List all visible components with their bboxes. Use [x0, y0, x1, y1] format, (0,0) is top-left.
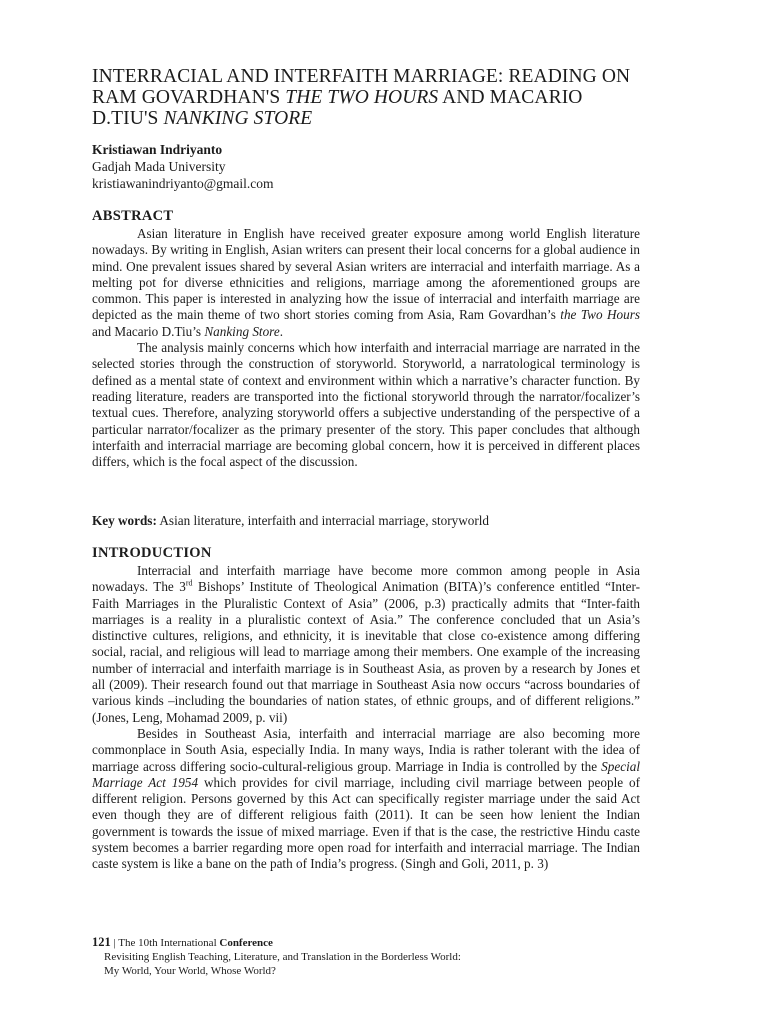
title-line-2a: RAM GOVARDHAN'S [92, 87, 286, 108]
footer-conference-b: Conference [219, 937, 273, 949]
abstract-p1-end: . [279, 323, 283, 339]
footer-conference-a: The 10th International [118, 937, 220, 949]
author-block [92, 141, 274, 192]
abstract-p1-italic-1: the Two Hours [560, 307, 640, 323]
footer-line-3: My World, Your World, Whose World? [104, 965, 276, 977]
introduction-heading: INTRODUCTION [92, 545, 212, 561]
title-line-1: INTERRACIAL AND INTERFAITH MARRIAGE: READING ON [92, 66, 631, 87]
abstract-paragraph-1 [92, 226, 640, 340]
author-email: kristiawanindriyanto@gmail.com [92, 176, 274, 191]
page-number: 121 [92, 935, 111, 949]
footer-separator: | [110, 937, 119, 949]
abstract-p1-text-2: and Macario D.Tiu’s [92, 323, 205, 339]
introduction-paragraph-1 [92, 563, 640, 726]
author-name: Kristiawan Indriyanto [92, 142, 223, 157]
abstract-paragraph-2: The analysis mainly concerns which how interfaith and interracial marriage are narrated in the selected stories through the construction of storyworld. Storyworld, a narratological terminology is defined as a mental state of context and environment within which a narrative’s character function. By reading literature, readers are transported into the fictional storyworld through the narrator/focalizer’s textual cues. Therefore, analyzing storyworld offers a subjective understanding of the perspective of a particular narrator/focalizer as the primary presenter of the story. This paper concludes that although interfaith and interracial marriage are becoming global concern, how it is perceived in different places differs, which is the focal aspect of the discussion. [92, 340, 640, 470]
intro-p1-text-2: Bishops’ Institute of Theological Animation (BITA)’s conference entitled “Inter-Faith Marriages in the Pluralistic Context of Asia” (2006, p.3) practically admits that “Inter-faith marriages is a reality in a pluralistic context of Asia.” The conference concluded that un Asia’s distinctive cultures, religions, and ethnicity, it is inevitable that close co-existence among differing social, racial, and religious will lead to marriage among their members. One example of the increasing number of interracial and interfaith marriage is in Southeast Asia, as proven by a research by Jones et all (2009). Their research found out that marriage in Southeast Asia now occurs “across boundaries of various kinds –including the boundaries of nation states, of ethnic groups, and of different religions.” (Jones, Leng, Mohamad 2009, p. vii) [92, 579, 640, 725]
intro-p1-text: Interracial and interfaith marriage have become more common among people in Asia nowadays. The 3 [92, 563, 640, 595]
abstract-heading: ABSTRACT [92, 208, 174, 224]
title-line-3a: D.TIU'S [92, 108, 164, 129]
title-story-2: NANKING STORE [163, 108, 313, 129]
intro-p2-text: Besides in Southeast Asia, interfaith and interracial marriage are also becoming more commonplace in South Asia, especially India. In many ways, India is rather tolerant with the idea of marriage across differing socio-cultural-religious group. Marriage in India is controlled by the [92, 725, 640, 774]
footer-line-2: Revisiting English Teaching, Literature, and Translation in the Borderless World: [104, 951, 461, 963]
title-story-1: THE TWO HOURS [285, 87, 439, 108]
paper-title [92, 66, 652, 129]
page-footer [92, 935, 652, 978]
introduction-body [92, 563, 640, 873]
title-line-2c: AND MACARIO [438, 87, 583, 108]
keywords-text: Asian literature, interfaith and interracial marriage, storyworld [156, 513, 489, 528]
keywords-label: Key words: [92, 513, 157, 528]
author-affiliation: Gadjah Mada University [92, 159, 226, 174]
abstract-body [92, 226, 640, 470]
intro-p2-italic: Special Marriage Act 1954 [92, 758, 640, 790]
keywords-line [92, 513, 652, 529]
introduction-paragraph-2 [92, 726, 640, 873]
abstract-p1-text: Asian literature in English have received greater exposure among world English literature nowadays. By writing in English, Asian writers can present their local concerns for a global audience in mind. One prevalent issues shared by several Asian writers are interracial and interfaith marriage. As a melting pot for diverse ethnicities and religions, marriage among the aforementioned groups are common. This paper is interested in analyzing how the issue of interracial and interfaith marriage are depicted as the main theme of two short stories coming from Asia, Ram Govardhan’s [92, 226, 640, 323]
intro-p2-text-2: which provides for civil marriage, including civil marriage between people of different religion. Persons governed by this Act can specifically register marriage under the said Act even though they are of different religious faith (2011). It can be seen how lenient the Indian government is towards the issue of mixed marriage. Even if that is the case, the restrictive Hindu caste system becomes a barrier regarding more open road for interfaith and interracial marriage. The Indian caste system is like a bane on the path of India’s progress. (Singh and Goli, 2011, p. 3) [92, 774, 640, 872]
ordinal-superscript: rd [185, 578, 193, 588]
abstract-p1-italic-2: Nanking Store [204, 323, 280, 339]
